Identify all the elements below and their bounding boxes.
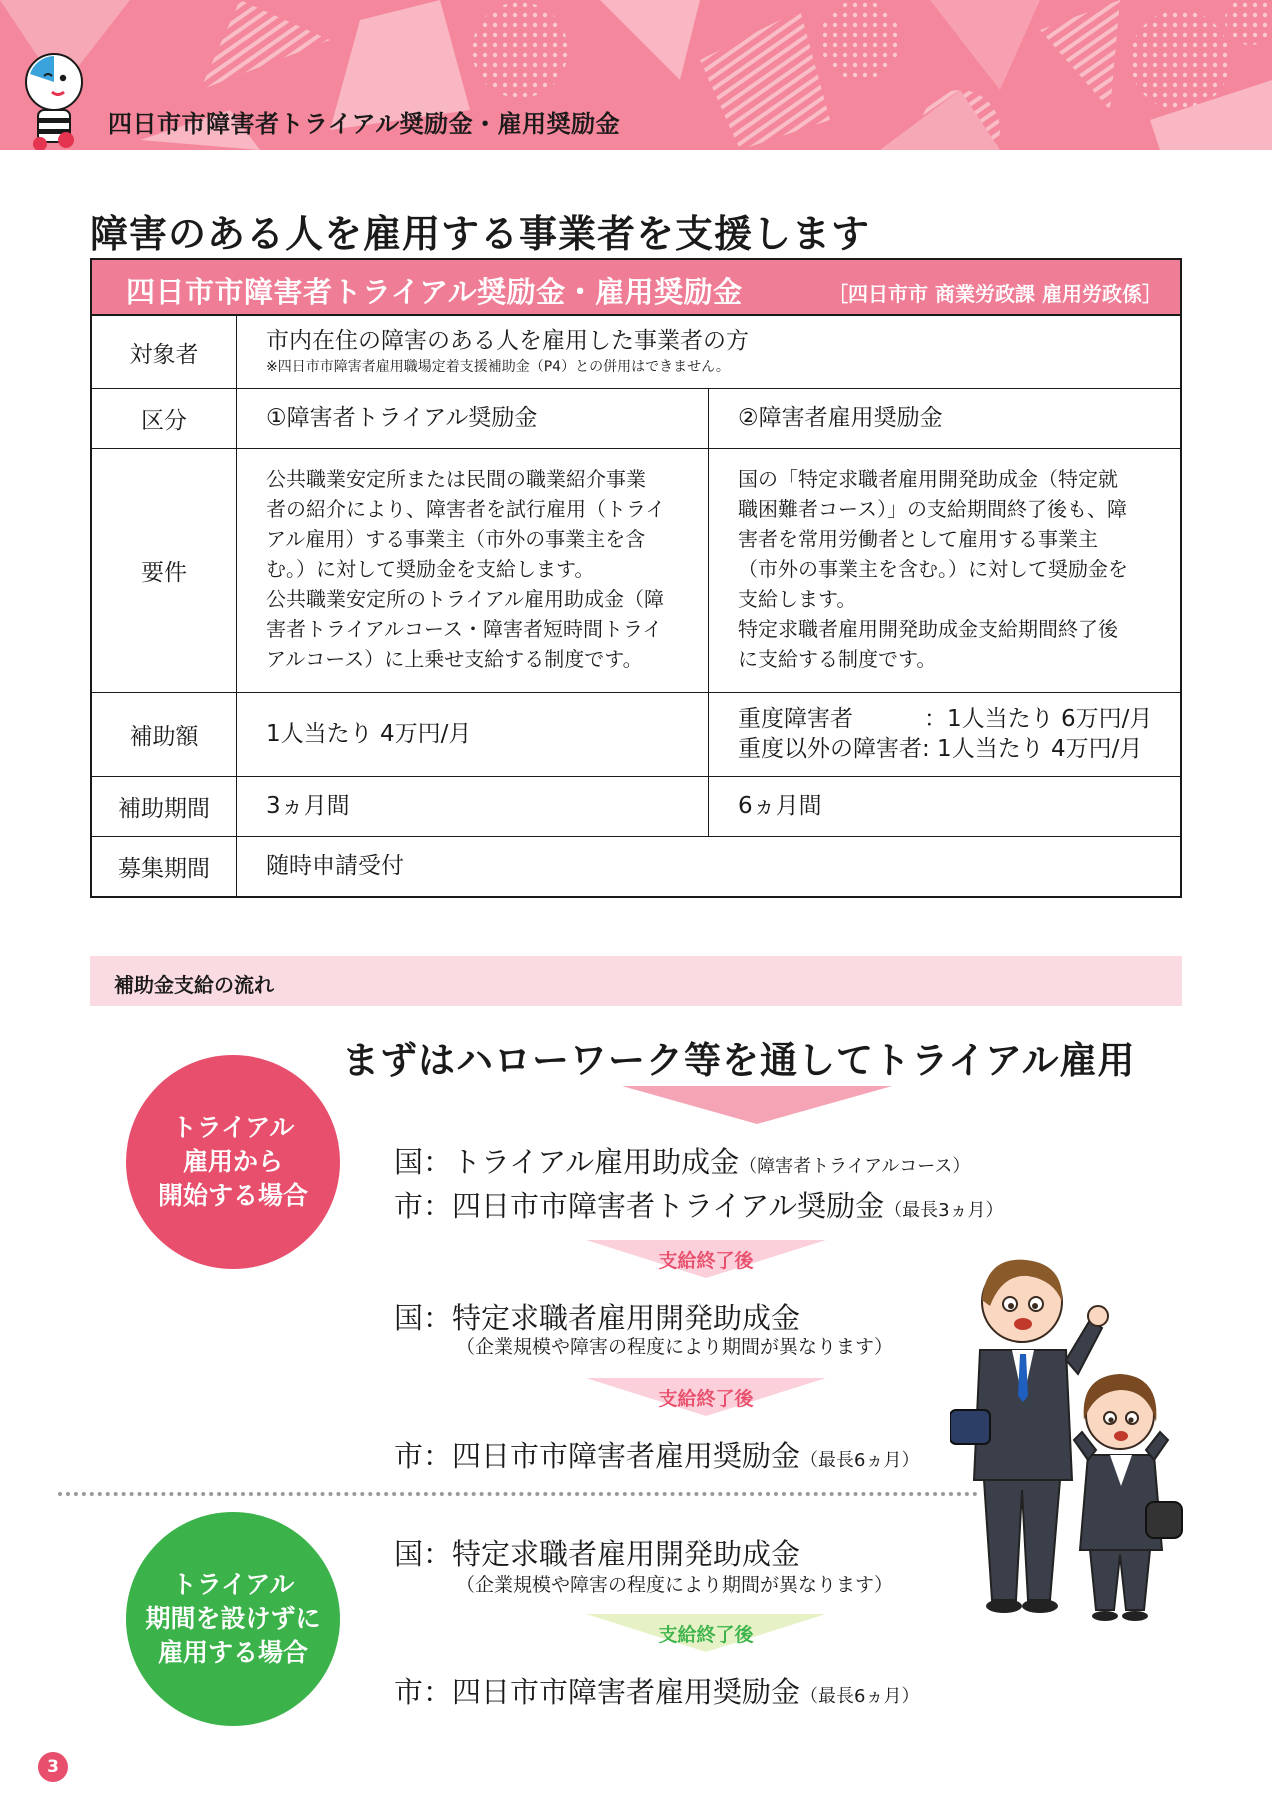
label-amount: 補助額 (129, 723, 199, 750)
case1-step2-text: 国：特定求職者雇用開発助成金 (394, 1301, 801, 1335)
amount-col2 (738, 704, 1152, 764)
case1-step1-city-note: （最長3ヵ月） (884, 1200, 1004, 1221)
label-category: 区分 (141, 407, 187, 434)
flow-headline: まずはハローワーク等を通してトライアル雇用 (342, 1039, 1136, 1082)
case1-step3-text: 市：四日市市障害者雇用奨励金 (394, 1439, 801, 1473)
recruit-value: 随時申請受付 (266, 853, 404, 879)
requirements-col2 (738, 464, 1128, 674)
row-divider (92, 692, 1180, 693)
amount-col1: 1人当たり 4万円/月 (266, 721, 472, 747)
req1-line: 害者トライアルコース・障害者短時間トライ (266, 617, 663, 641)
label-target: 対象者 (129, 341, 199, 368)
req1-line: アルコース）に上乗せ支給する制度です。 (266, 647, 643, 671)
row-divider (92, 448, 1180, 449)
req2-line: （市外の事業主を含む。）に対して奨励金を (738, 557, 1128, 581)
case1-circle (126, 1055, 340, 1269)
amount-severe-label: 重度障害者 (738, 706, 853, 732)
req1-line: 公共職業安定所または民間の職業紹介事業 (266, 467, 646, 491)
case1-step1-city-text: 市：四日市市障害者トライアル奨励金 (394, 1189, 885, 1223)
req2-line: 害者を常用労働者として雇用する事業主 (738, 527, 1098, 551)
case2-arrow1-label: 支給終了後 (658, 1624, 754, 1646)
flow-section-bar (90, 956, 1182, 1006)
req2-line: 特定求職者雇用開発助成金支給期間終了後 (738, 617, 1118, 641)
subsidy-table (90, 258, 1182, 898)
case1-arrow1 (586, 1240, 826, 1278)
case1-step2-note: （企業規模や障害の程度により期間が異なります） (456, 1336, 894, 1358)
req2-line: 支給します。 (738, 587, 857, 611)
case1-step1-national-text: 国：トライアル雇用助成金 (394, 1145, 740, 1179)
req1-line: む。）に対して奨励金を支給します。 (266, 557, 595, 581)
case1-step3-note: （最長6ヵ月） (800, 1450, 920, 1471)
req2-line: に支給する制度です。 (738, 647, 937, 671)
row-divider (92, 836, 1180, 837)
req2-line: 職困難者コース）」の支給期間終了後も、障 (738, 497, 1127, 521)
page-number: 3 (38, 1752, 68, 1782)
section-divider (58, 1492, 978, 1496)
target-note: ※四日市市障害者雇用職場定着支援補助金（P4）との併用はできません。 (266, 359, 730, 375)
table-department: ［四日市市 商業労政課 雇用労政係］ (828, 282, 1162, 306)
case2-step2 (394, 1670, 919, 1711)
case1-circle-line: トライアル (171, 1113, 295, 1142)
label-recruit: 募集期間 (118, 855, 210, 882)
case1-arrow1-label: 支給終了後 (658, 1250, 754, 1272)
banner-title: 四日市市障害者トライアル奨励金・雇用奨励金 (108, 110, 621, 138)
mascot-icon (18, 52, 88, 150)
amount-severe-value: ：1人当たり 6万円/月 (924, 706, 1153, 732)
req2-line: 国の「特定求職者雇用開発助成金（特定就 (738, 467, 1118, 491)
case1-circle-line: 雇用から (182, 1147, 283, 1176)
case2-step1-note: （企業規模や障害の程度により期間が異なります） (456, 1574, 894, 1596)
case1-step1-national-note: （障害者トライアルコース） (739, 1156, 971, 1177)
case2-circle-line: 期間を設けずに (145, 1604, 321, 1633)
category-col1: ①障害者トライアル奨励金 (266, 405, 538, 431)
period-col1: 3ヵ月間 (266, 793, 350, 819)
row-divider (92, 776, 1180, 777)
case1-circle-line: 開始する場合 (157, 1181, 308, 1210)
case2-circle (126, 1512, 340, 1726)
headline-arrow-icon (622, 1086, 892, 1124)
table-header (92, 260, 1180, 316)
case1-arrow2-label: 支給終了後 (658, 1388, 754, 1410)
column-divider (708, 388, 709, 836)
case2-arrow1 (586, 1614, 826, 1652)
label-requirements: 要件 (141, 559, 187, 586)
case2-step2-text: 市：四日市市障害者雇用奨励金 (394, 1675, 801, 1709)
req1-line: アル雇用）する事業主（市外の事業主を含 (266, 527, 646, 551)
req1-line: 者の紹介により、障害者を試行雇用（トライ (266, 497, 666, 521)
case1-step1-city (394, 1184, 1004, 1225)
case2-step1 (394, 1532, 800, 1573)
row-divider (92, 388, 1180, 389)
header-banner (0, 0, 1272, 150)
req1-line: 公共職業安定所のトライアル雇用助成金（障 (266, 587, 664, 611)
case1-step3 (394, 1434, 919, 1475)
period-col2: 6ヵ月間 (738, 793, 822, 819)
case2-circle-line: トライアル (171, 1570, 295, 1599)
target-value: 市内在住の障害のある人を雇用した事業者の方 (266, 328, 749, 354)
businesswoman-figure (1074, 1374, 1182, 1621)
table-title: 四日市市障害者トライアル奨励金・雇用奨励金 (126, 275, 743, 309)
case2-step1-text: 国：特定求職者雇用開発助成金 (394, 1537, 801, 1571)
business-people-illustration (950, 1250, 1185, 1640)
amount-severe (738, 704, 1152, 734)
amount-other: 重度以外の障害者: 1人当たり 4万円/月 (738, 736, 1143, 762)
requirements-col1 (266, 464, 665, 674)
case1-step1-national (394, 1140, 970, 1181)
case2-circle-line: 雇用する場合 (157, 1638, 308, 1667)
case1-step2 (394, 1296, 800, 1337)
label-period: 補助期間 (118, 795, 210, 822)
column-divider (236, 316, 237, 896)
case1-arrow2 (586, 1378, 826, 1416)
page-title: 障害のある人を雇用する事業者を支援します (90, 212, 871, 256)
flow-section-title: 補助金支給の流れ (114, 973, 274, 997)
target-cell (266, 326, 749, 376)
category-col2: ②障害者雇用奨励金 (738, 405, 943, 431)
case2-step2-note: （最長6ヵ月） (800, 1686, 920, 1707)
